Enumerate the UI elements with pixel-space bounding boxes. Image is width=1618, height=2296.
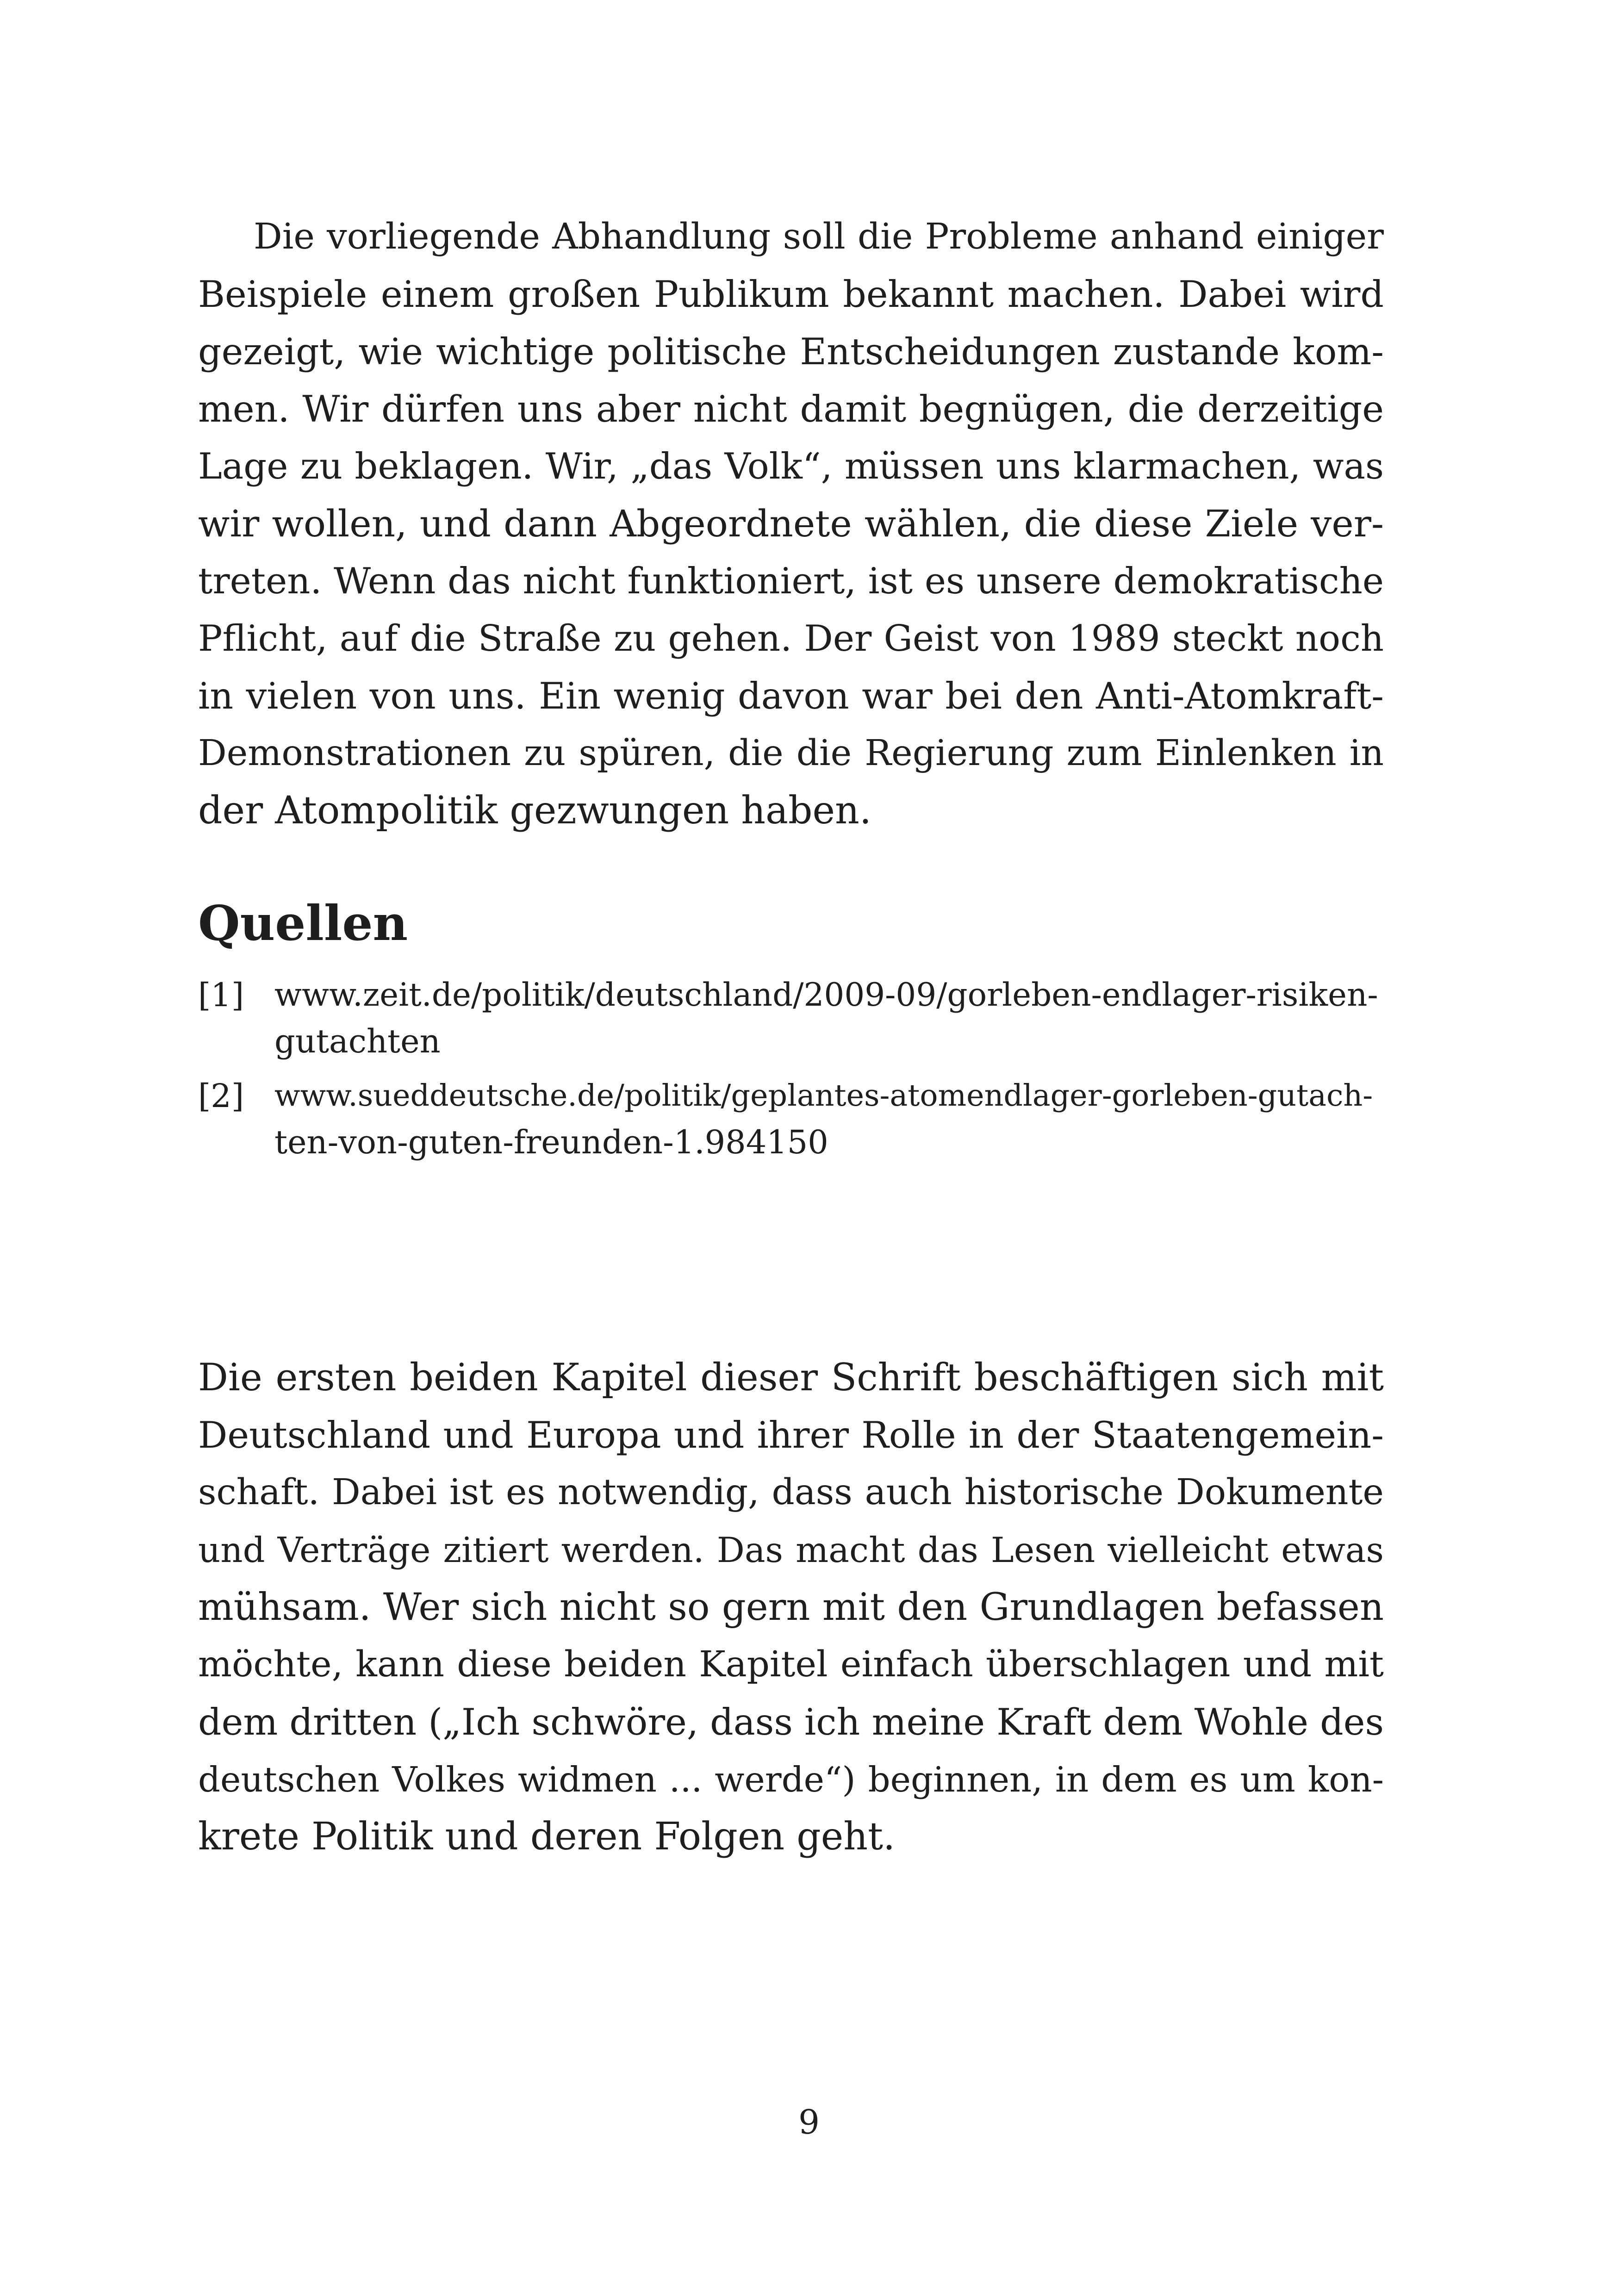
intro-paragraph bbox=[198, 208, 1384, 840]
source-url bbox=[274, 972, 1384, 1064]
paragraph-line: Pflicht, auf die Straße zu gehen. Der Geist von 1989 steckt noch bbox=[198, 618, 1384, 660]
paragraph-line: gezeigt, wie wichtige politische Entscheidungen zustande kom- bbox=[198, 330, 1384, 373]
source-line: gutachten bbox=[274, 1022, 441, 1060]
paragraph-line: Die vorliegende Abhandlung soll die Probleme anhand einiger bbox=[254, 216, 1384, 257]
paragraph-line: Lage zu beklagen. Wir, „das Volk“, müssen uns klarmachen, was bbox=[198, 446, 1384, 487]
sources-list bbox=[198, 972, 1384, 1174]
source-number: [2] bbox=[198, 1077, 244, 1115]
paragraph-line: treten. Wenn das nicht funktioniert, ist es unsere demokratische bbox=[198, 560, 1384, 602]
source-line: ten-von-guten-freunden-1.984150 bbox=[274, 1123, 828, 1161]
page-number: 9 bbox=[798, 2103, 820, 2141]
paragraph-line: men. Wir dürfen uns aber nicht damit begnügen, die derzeitige bbox=[198, 388, 1384, 430]
paragraph-line: Deutschland und Europa und ihrer Rolle in der Staatengemein- bbox=[198, 1414, 1384, 1456]
paragraph-line: dem dritten („Ich schwöre, dass ich meine Kraft dem Wohle des bbox=[198, 1701, 1384, 1743]
source-entry bbox=[198, 1073, 1384, 1165]
paragraph-line: schaft. Dabei ist es notwendig, dass auch historische Dokumente bbox=[198, 1472, 1384, 1513]
paragraph-line: der Atompolitik gezwungen haben. bbox=[198, 789, 871, 833]
paragraph-line: Die ersten beiden Kapitel dieser Schrift beschäftigen sich mit bbox=[198, 1356, 1384, 1400]
source-entry bbox=[198, 972, 1384, 1064]
source-url bbox=[274, 1073, 1384, 1165]
sources-heading: Quellen bbox=[198, 895, 408, 952]
paragraph-line: krete Politik und deren Folgen geht. bbox=[198, 1815, 896, 1859]
paragraph-line: Beispiele einem großen Publikum bekannt machen. Dabei wird bbox=[198, 273, 1384, 316]
paragraph-line: wir wollen, und dann Abgeordnete wählen, die diese Ziele ver- bbox=[198, 502, 1384, 545]
paragraph-line: Demonstrationen zu spüren, die die Regierung zum Einlenken in bbox=[198, 733, 1384, 774]
paragraph-line: möchte, kann diese beiden Kapitel einfach überschlagen und mit bbox=[198, 1644, 1384, 1685]
source-line: www.zeit.de/politik/deutschland/2009-09/gorleben-endlager-risiken- bbox=[274, 977, 1378, 1014]
paragraph-line: und Verträge zitiert werden. Das macht das Lesen vielleicht etwas bbox=[198, 1530, 1384, 1570]
source-number: [1] bbox=[198, 976, 244, 1014]
chapter-overview-paragraph bbox=[198, 1349, 1384, 1866]
paragraph-line: deutschen Volkes widmen ... werde“) beginnen, in dem es um kon- bbox=[198, 1759, 1384, 1800]
paragraph-line: mühsam. Wer sich nicht so gern mit den Grundlagen befassen bbox=[198, 1586, 1384, 1629]
paragraph-line: in vielen von uns. Ein wenig davon war bei den Anti-Atomkraft- bbox=[198, 675, 1384, 717]
source-line: www.sueddeutsche.de/politik/geplantes-atomendlager-gorleben-gutach- bbox=[274, 1078, 1373, 1113]
